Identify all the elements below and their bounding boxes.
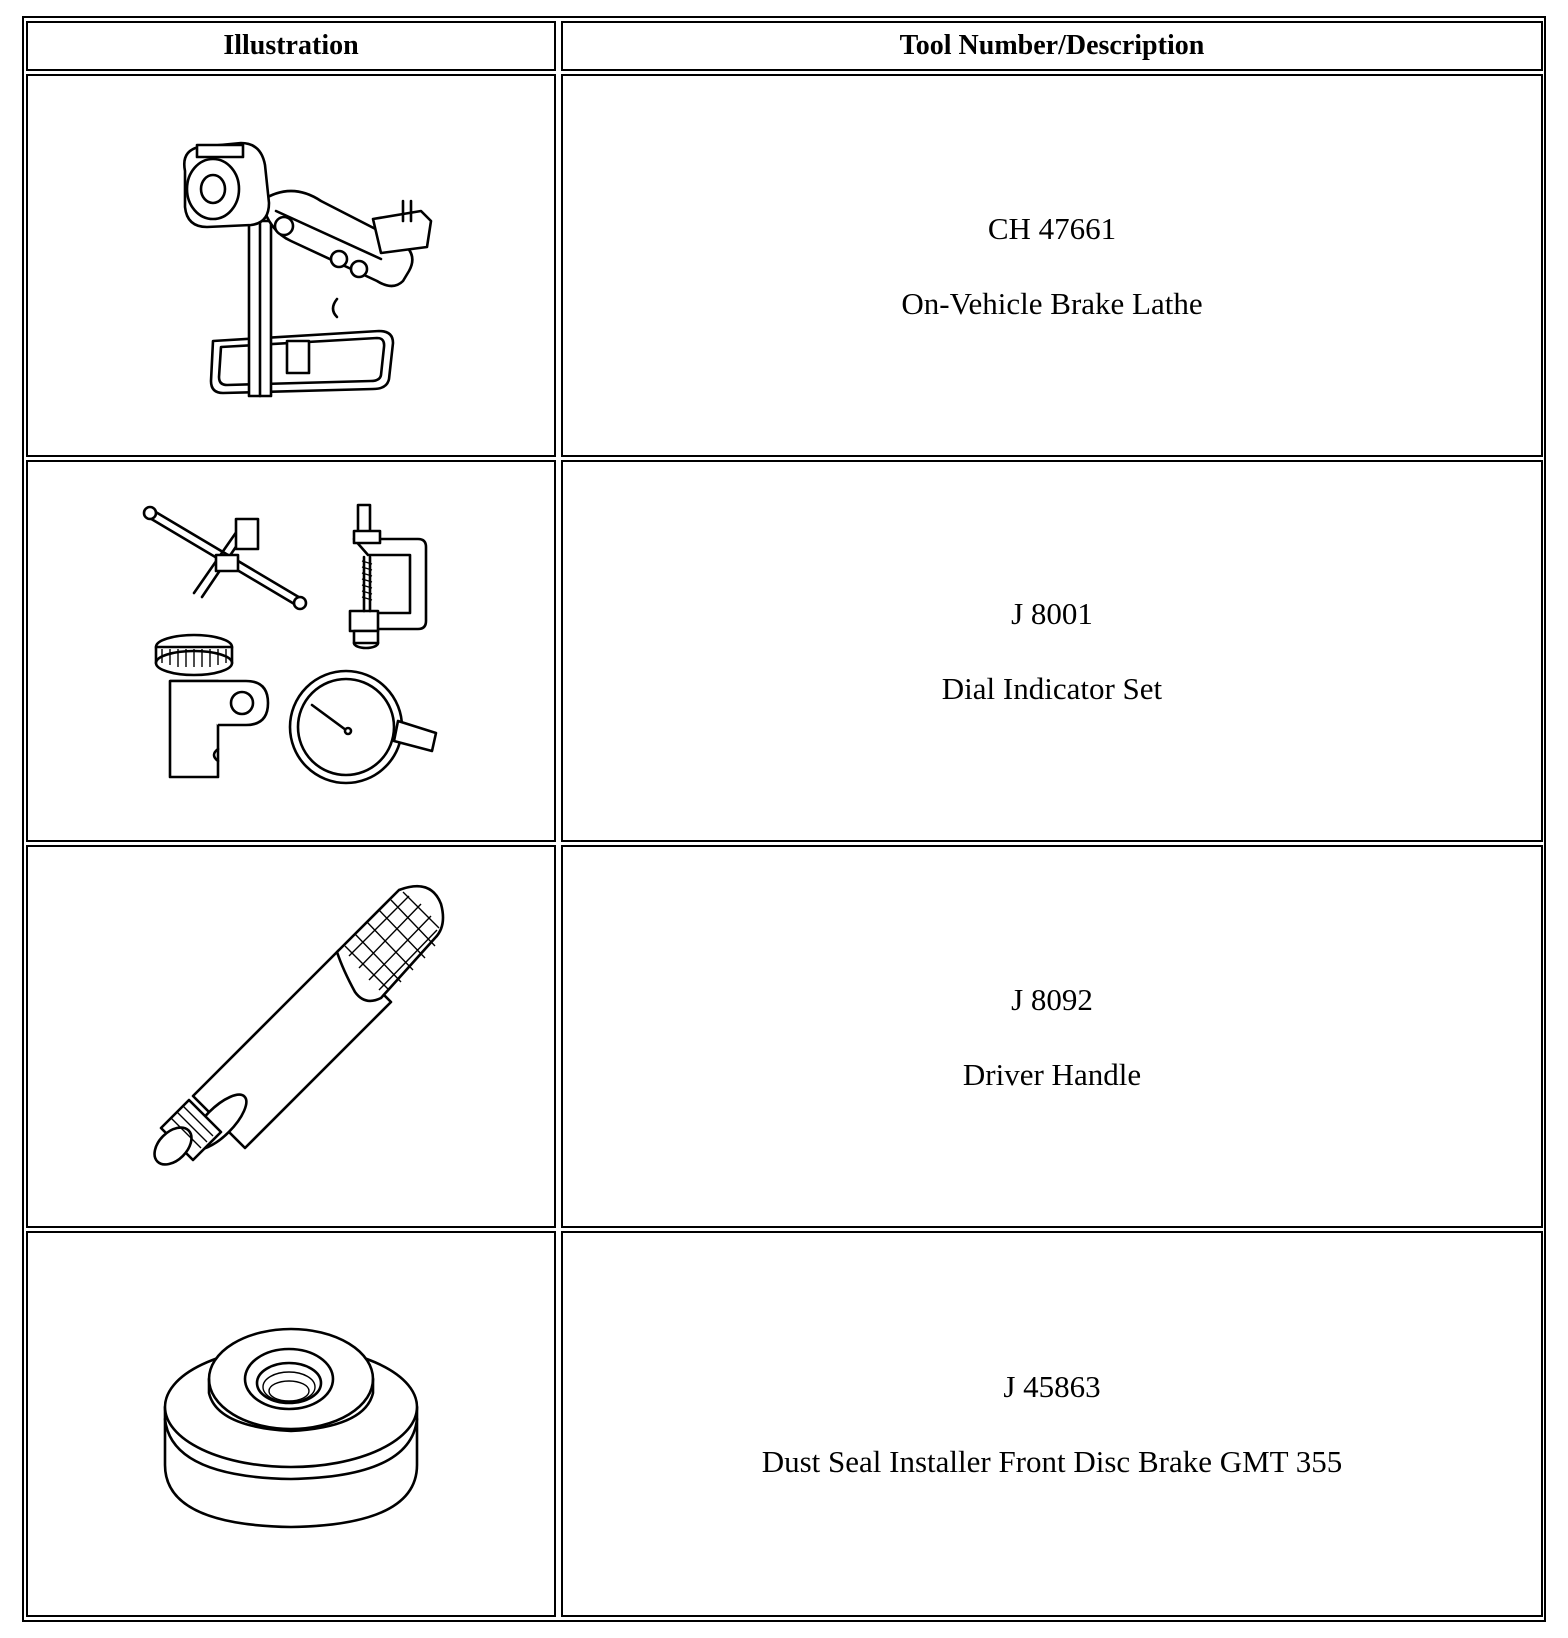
tool-number: CH 47661 bbox=[987, 210, 1117, 246]
brake-lathe-icon bbox=[141, 131, 441, 401]
header-illustration: Illustration bbox=[26, 21, 556, 71]
dial-indicator-set-icon bbox=[136, 501, 446, 801]
tool-number: J 8001 bbox=[1011, 596, 1093, 631]
description-cell bbox=[561, 1231, 1543, 1617]
driver-handle-icon bbox=[131, 882, 451, 1192]
illustration-cell bbox=[26, 845, 556, 1228]
tool-number: J 8092 bbox=[1011, 981, 1093, 1017]
illustration-cell bbox=[26, 460, 556, 842]
dust-seal-installer-icon bbox=[161, 1309, 421, 1539]
tool-description: On-Vehicle Brake Lathe bbox=[901, 285, 1203, 321]
illustration-cell bbox=[26, 1231, 556, 1617]
illustration-cell bbox=[26, 74, 556, 457]
tool-description: Dust Seal Installer Front Disc Brake GMT 355 bbox=[761, 1444, 1343, 1479]
description-cell bbox=[561, 845, 1543, 1228]
description-cell bbox=[561, 460, 1543, 842]
description-cell bbox=[561, 74, 1543, 457]
tool-description: Driver Handle bbox=[962, 1056, 1142, 1092]
tool-description: Dial Indicator Set bbox=[941, 671, 1163, 706]
tool-number: J 45863 bbox=[1003, 1369, 1101, 1404]
header-tool-description: Tool Number/Description bbox=[561, 21, 1543, 71]
